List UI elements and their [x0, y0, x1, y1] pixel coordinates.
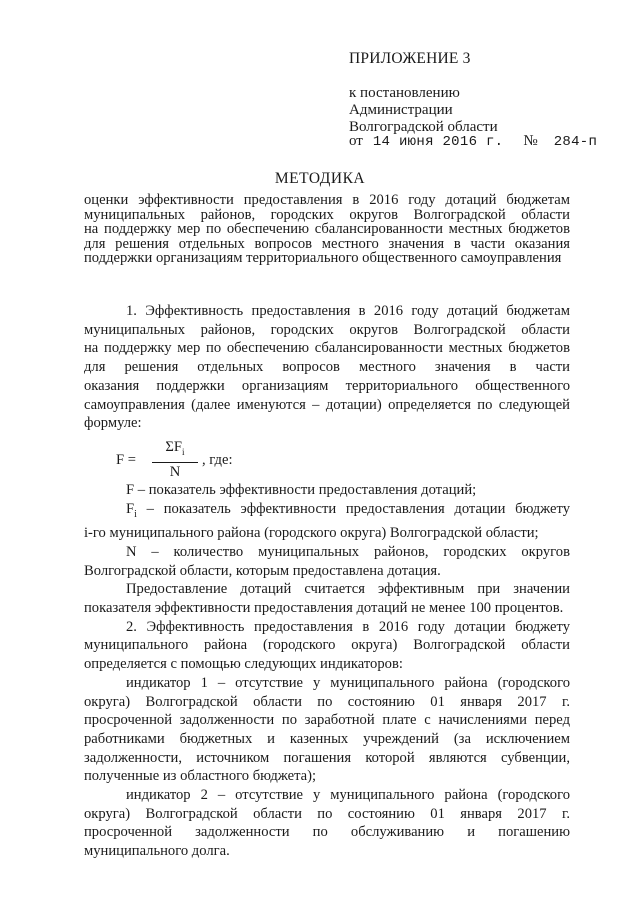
text-line: 1. Эффективность предоставления в 2016 году дотаций бюджетам	[126, 303, 570, 319]
text-line: муниципального долга.	[84, 843, 230, 860]
formula-denominator: N	[169, 463, 181, 480]
text-line: формуле:	[84, 415, 142, 432]
text-line: муниципальных районов, городских округов Волгоградской области	[84, 321, 570, 338]
text-line: Предоставление дотаций считается эффективным при значении	[126, 581, 570, 598]
definition-fi	[84, 500, 570, 543]
appendix-header	[349, 50, 609, 136]
text-line: для решения отдельных вопросов местного значения в части	[84, 359, 570, 376]
resolution-date-row	[349, 132, 609, 151]
appendix-line-1: к постановлению	[349, 85, 460, 101]
fi-symbol: F	[126, 500, 135, 517]
text-line: определяется с помощью следующих индикаторов:	[84, 656, 403, 673]
resolution-date: 14 июня 2016 г.	[372, 134, 504, 150]
text-line: индикатор 1 – отсутствие у муниципального района (городского	[126, 674, 570, 691]
text-line: самоуправления (далее именуются – дотации) определяется по следующей	[84, 396, 570, 413]
definition-f	[84, 481, 570, 500]
text-line: N – количество муниципальных районов, городских округов	[126, 543, 570, 560]
indicator-2	[84, 786, 570, 861]
definition-n	[84, 543, 570, 580]
fi-definition-text: – показатель эффективности предоставления дотации бюджету	[146, 500, 570, 517]
subtitle-line: для решения отдельных вопросов местного значения в части оказания	[84, 235, 570, 252]
formula-fraction	[152, 439, 198, 480]
date-prefix: от	[349, 133, 363, 149]
text-line	[84, 500, 570, 525]
text-line: Волгоградской области, которым предоставлена дотация.	[84, 562, 441, 579]
text-line: показателя эффективности предоставления дотаций не менее 100 процентов.	[84, 600, 564, 617]
resolution-number: 284-п	[553, 134, 598, 150]
appendix-line-3: Волгоградской области	[349, 119, 498, 135]
indicator-1	[84, 674, 570, 786]
text-line: 2. Эффективность предоставления в 2016 году дотации бюджету	[126, 618, 570, 635]
document-subtitle	[84, 193, 570, 266]
formula-numerator	[152, 439, 198, 460]
subtitle-line: муниципальных районов, городских округов Волгоградской области	[84, 206, 570, 223]
text-line: i-го муниципального района (городского округа) Волгоградской области;	[84, 525, 539, 542]
subtitle-line: на поддержку мер по обеспечению сбалансированности местных бюджетов	[84, 221, 570, 238]
paragraph-2	[84, 618, 570, 674]
formula-numerator-main: ΣF	[165, 438, 183, 455]
text-line: задолженности, источником погашения которой являются субвенции,	[84, 749, 570, 766]
text-line: на поддержку мер по обеспечению сбалансированности местных бюджетов	[84, 340, 570, 357]
paragraph-effective	[84, 580, 570, 617]
appendix-line-2: Администрации	[349, 102, 453, 118]
fi-subscript: i	[134, 508, 137, 520]
formula-lhs: F =	[116, 451, 136, 468]
text-line: округа) Волгоградской области по состоянию 01 января 2017 г.	[84, 805, 570, 822]
document-title: МЕТОДИКА	[274, 170, 366, 187]
text-line: F – показатель эффективности предоставления дотаций;	[126, 481, 477, 498]
subtitle-line: поддержки организациям территориального общественного самоуправления	[84, 250, 562, 267]
text-line: полученные из областного бюджета);	[84, 768, 317, 785]
paragraph-1	[84, 302, 570, 433]
text-line: оказания поддержки организациям территориального общественного	[84, 377, 570, 394]
document-body	[84, 302, 570, 861]
appendix-title: ПРИЛОЖЕНИЕ 3	[349, 50, 471, 67]
text-line: работниками бюджетных и казенных учреждений (за исключением	[84, 730, 570, 747]
efficiency-formula	[84, 439, 570, 479]
formula-numerator-sub: i	[182, 446, 185, 457]
text-line: просроченной задолженности по заработной плате с начислениями перед	[84, 712, 570, 729]
fraction-bar	[152, 462, 198, 463]
number-sign: №	[523, 133, 538, 149]
text-line: муниципального района (городского округа) Волгоградской области	[84, 637, 570, 654]
subtitle-line: оценки эффективности предоставления в 2016 году дотаций бюджетам	[84, 192, 570, 208]
text-line: просроченной задолженности по обслуживанию и погашению	[84, 824, 570, 841]
text-line: индикатор 2 – отсутствие у муниципального района (городского	[126, 787, 570, 804]
formula-rhs: , где:	[202, 451, 233, 468]
text-line: округа) Волгоградской области по состоянию 01 января 2017 г.	[84, 693, 570, 710]
